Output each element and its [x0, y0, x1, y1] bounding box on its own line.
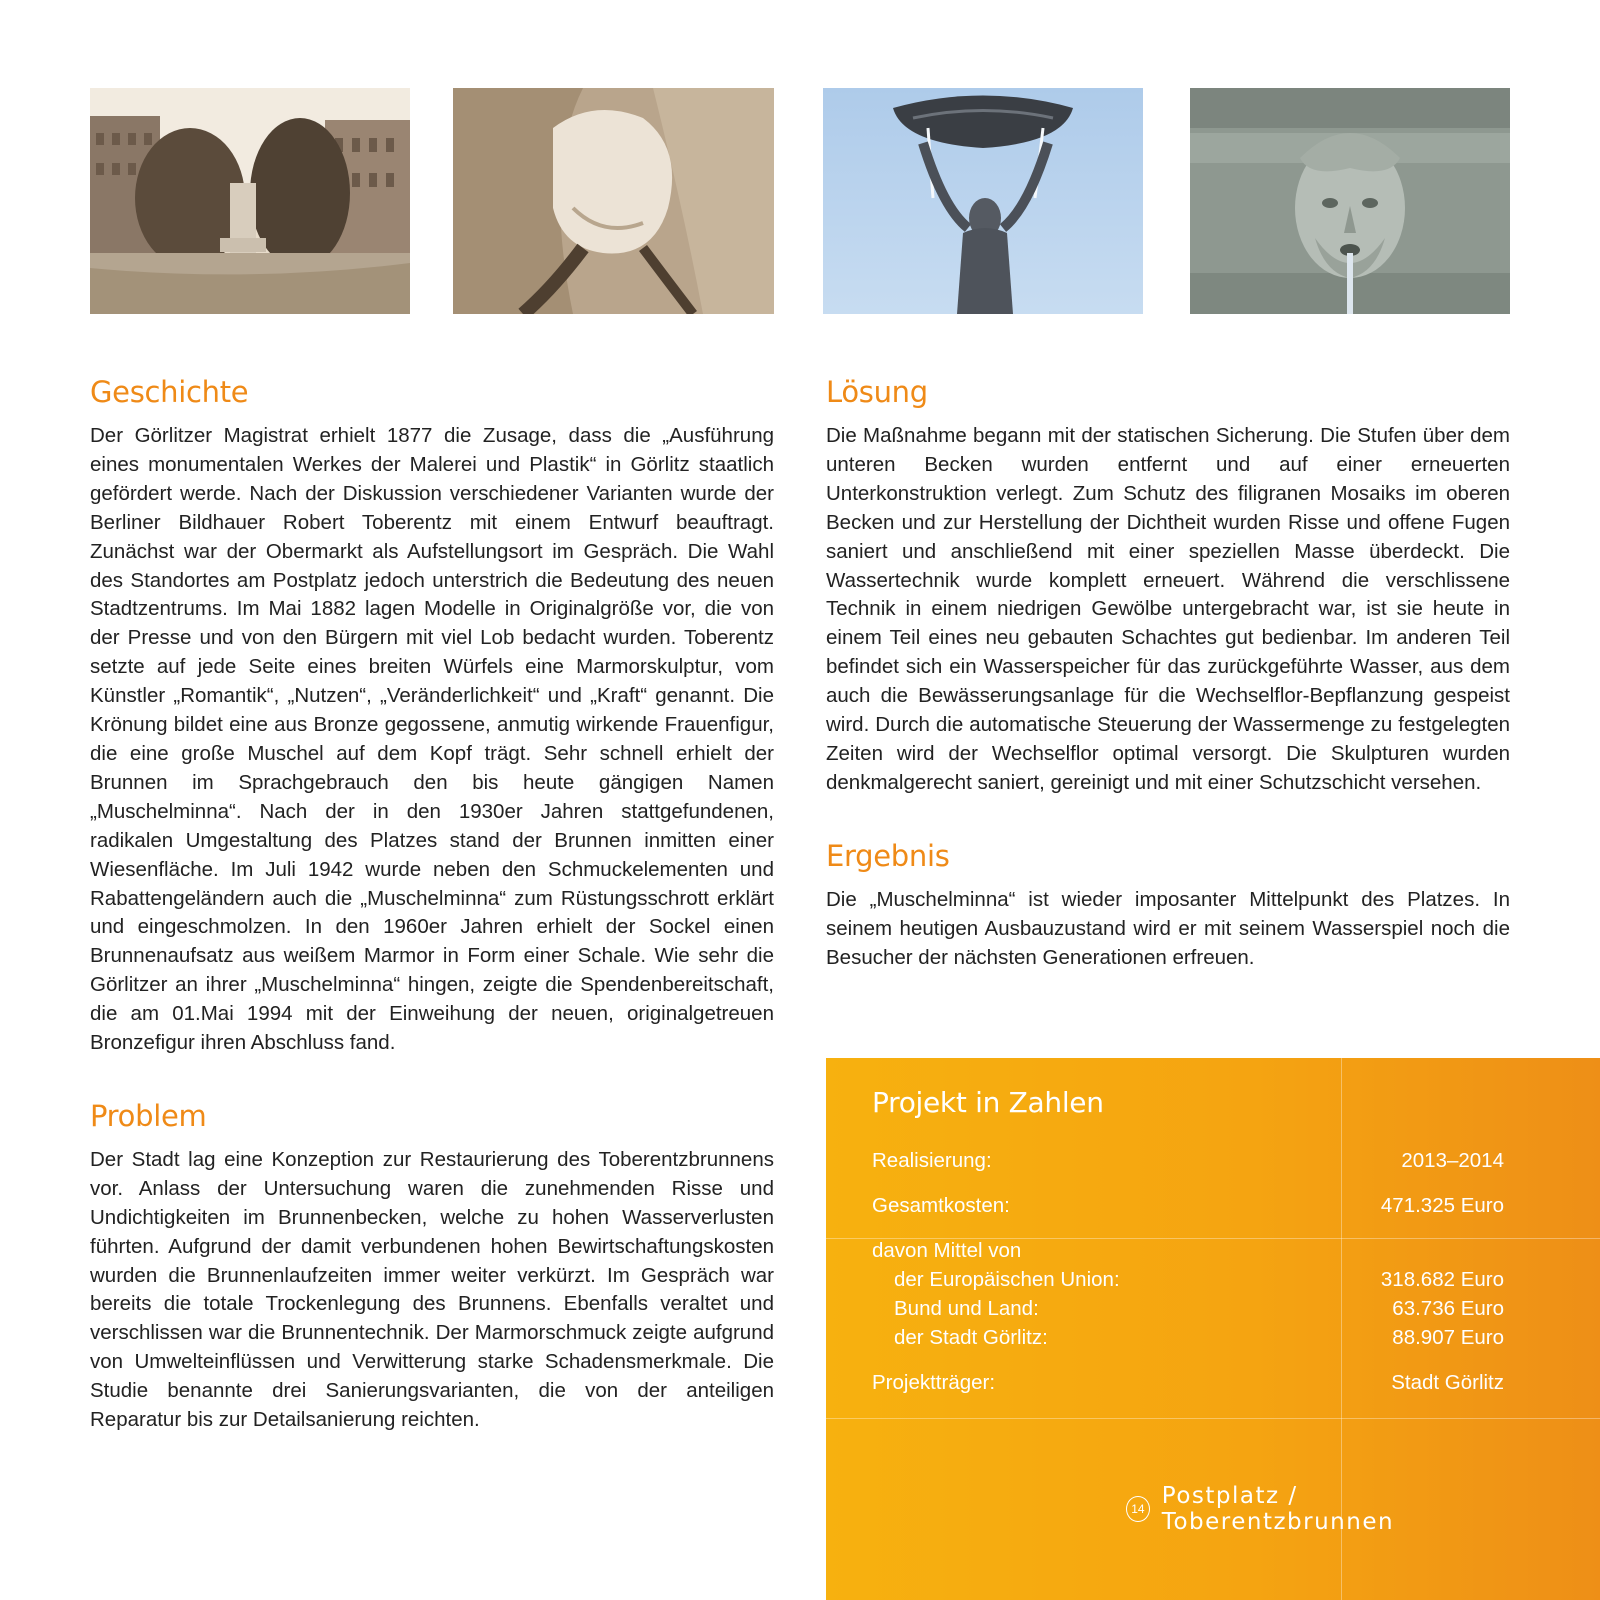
- facts-divider: [826, 1418, 1600, 1419]
- facts-title: Projekt in Zahlen: [872, 1086, 1104, 1119]
- facts-value: 471.325 Euro: [1380, 1194, 1504, 1217]
- project-facts-box: [826, 1058, 1600, 1600]
- facts-label: davon Mittel von: [872, 1239, 1022, 1262]
- right-column: [826, 372, 1510, 1011]
- page-footer: [1126, 1483, 1504, 1535]
- left-column: [90, 372, 774, 1473]
- facts-label: Realisierung:: [872, 1149, 992, 1172]
- photo-sculpture-detail: [453, 88, 774, 314]
- facts-label: Gesamtkosten:: [872, 1194, 1010, 1217]
- heading-ergebnis: Ergebnis: [826, 838, 950, 873]
- facts-label: der Europäischen Union:: [894, 1268, 1120, 1291]
- page-number-badge: 14: [1126, 1496, 1150, 1522]
- footer-title: Postplatz / Toberentzbrunnen: [1161, 1483, 1395, 1535]
- facts-row-bund-land: [872, 1294, 1504, 1323]
- facts-value: 63.736 Euro: [1392, 1297, 1504, 1320]
- heading-loesung: Lösung: [826, 375, 928, 409]
- facts-row-realisierung: [872, 1146, 1504, 1175]
- facts-row-eu: [872, 1265, 1504, 1294]
- facts-value: 88.907 Euro: [1392, 1326, 1504, 1349]
- heading-geschichte: Geschichte: [90, 375, 249, 409]
- text-geschichte: Der Görlitzer Magistrat erhielt 1877 die Zusage, dass die „Ausführung eines monumentalen Werkes der Malerei und Plastik“ in Görlitz staatlich gefördert werde. Nach der Diskussion verschiedener Varianten wurde der Berliner Bildhauer Robert Toberentz mit einem Entwurf beauftragt. Zunächst war der Obermarkt als Aufstellungsort im Gespräch. Die Wahl des Standortes am Postplatz jedoch unterstrich die Bedeutung des neuen Stadtzentrums. Im Mai 1882 lagen Modelle in Originalgröße vor, die von der Presse und von den Bürgern mit viel Lob bedacht wurden. Toberentz setzte auf jede Seite eines breiten Würfels eine Marmorskulptur, vom Künstler „Romantik“, „Nutzen“, „Veränderlichkeit“ und „Kraft“ genannt. Die Krönung bildet eine aus Bronze gegossene, anmutig wirkende Frauenfigur, die eine große Muschel auf dem Kopf trägt. Sehr schnell erhielt der Brunnen im Sprachgebrauch den bis heute gängigen Namen „Muschelminna“. Nach der in den 1930er Jahren stattgefundenen, radikalen Umgestaltung des Platzes stand der Brunnen inmitten einer Wiesenfläche. Im Juli 1942 wurde neben den Schmuckelementen und Rabattengeländern auch die „Muschelminna“ zum Rüstungsschrott erklärt und eingeschmolzen. In den 1960er Jahren erhielt der Sockel einen Brunnenaufsatz aus weißem Marmor in Form einer Schale. Wie sehr die Görlitzer an ihrer „Muschelminna“ hingen, zeigte die Spendenbereitschaft, die am 01.Mai 1994 mit der Einweihung der neuen, originalgetreuen Bronzefigur ihren Abschluss fand.: [90, 424, 774, 1055]
- facts-value: Stadt Görlitz: [1391, 1371, 1504, 1394]
- facts-label: Projektträger:: [872, 1371, 996, 1394]
- photo-fountain-mask: [1190, 88, 1510, 314]
- photo-muschelminna-figure: [823, 88, 1143, 314]
- facts-row-gesamtkosten: [872, 1191, 1504, 1220]
- facts-row-davon: [872, 1236, 1504, 1265]
- facts-value: 318.682 Euro: [1380, 1268, 1504, 1291]
- facts-row-stadt: [872, 1323, 1504, 1352]
- text-ergebnis: Die „Muschelminna“ ist wieder imposanter Mittelpunkt des Platzes. In seinem heutigen Ausbauzustand wird er mit seinem Wasserspiel noch die Besucher der nächsten Generationen erfreuen.: [826, 887, 1510, 969]
- text-problem: Der Stadt lag eine Konzeption zur Restaurierung des Toberentzbrunnens vor. Anlass der Untersuchung waren die zunehmenden Risse und Undichtigkeiten im Brunnenbecken, welche zu hohen Wasserverlusten führten. Aufgrund der damit verbundenen hohen Bewirtschaftungskosten wurden die Brunnenlaufzeiten immer weiter verkürzt. Im Gespräch war bereits die totale Trockenlegung des Brunnens. Ebenfalls veraltet und verschlissen war die Brunnentechnik. Der Marmorschmuck zeigte aufgrund von Umwelteinflüssen und Verwitterung starke Schadensmerkmale. Die Studie benannte drei Sanierungsvarianten, die von der anteiligen Reparatur bis zur Detailsanierung reichten.: [90, 1147, 774, 1432]
- facts-value: 2013–2014: [1401, 1149, 1504, 1172]
- facts-label: der Stadt Görlitz:: [894, 1326, 1048, 1349]
- text-loesung: Die Maßnahme begann mit der statischen Sicherung. Die Stufen über dem unteren Becken wurden entfernt und auf einer erneuerten Unterkonstruktion verlegt. Zum Schutz des filigranen Mosaiks im oberen Becken und zur Herstellung der Dichtheit wurden Risse und offene Fugen saniert und anschließend mit einer speziellen Masse überdeckt. Die Wassertechnik wurde komplett erneuert. Während die verschlissene Technik in einem niedrigen Gewölbe untergebracht war, ist sie heute in einem Teil eines neu gebauten Schachtes gut bedienbar. Im anderen Teil befindet sich ein Wasserspeicher für das zurückgeführte Wasser, aus dem auch die Bewässerungsanlage für die Wechselflor-Bepflanzung gespeist wird. Durch die automatische Steuerung der Wassermenge zu festgelegten Zeiten wird der Wechselflor optimal versorgt. Die Skulpturen wurden denkmalgerecht saniert, gereinigt und mit einer Schutzschicht versehen.: [826, 424, 1510, 794]
- facts-label: Bund und Land:: [894, 1297, 1039, 1320]
- photo-historic-square: [90, 88, 410, 314]
- facts-row-projekttraeger: [872, 1368, 1504, 1397]
- heading-problem: Problem: [90, 1098, 207, 1133]
